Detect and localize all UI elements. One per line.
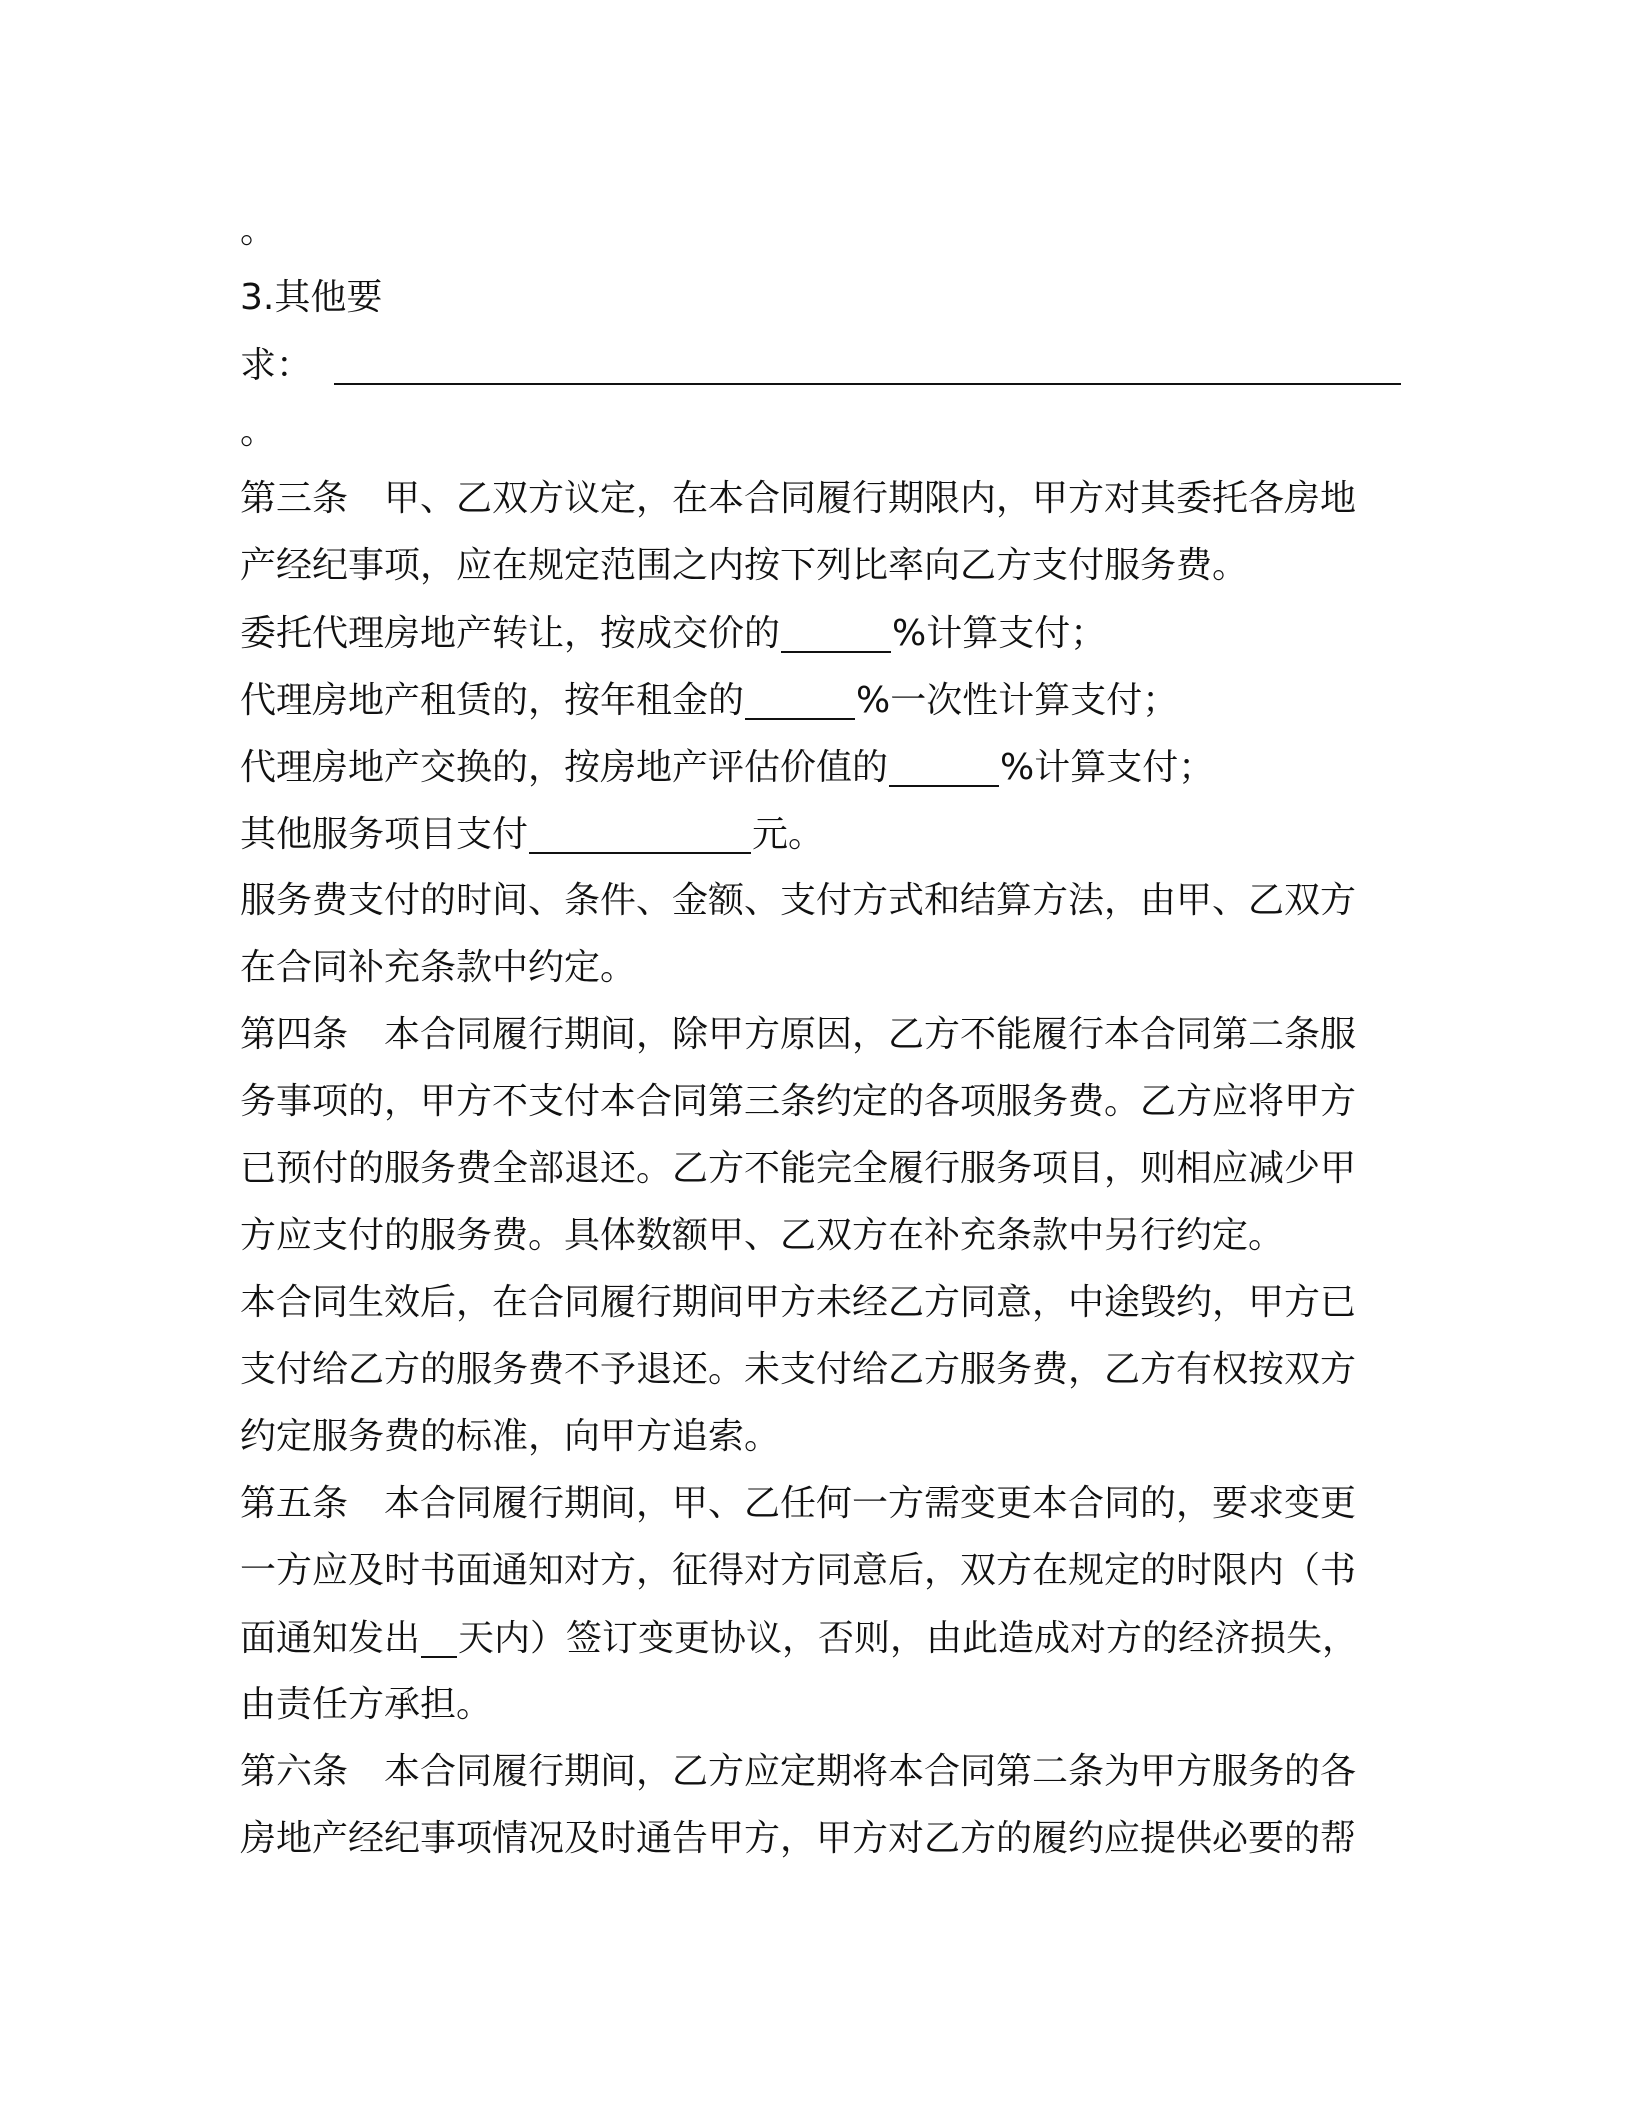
article-3-line [240,465,1385,532]
line-text: 天内）签订变更协议，否则，由此造成对方的经济损失， [458,1618,1359,1659]
fill-in-blank-other-fee[interactable] [529,808,751,854]
article-5-line [240,1470,1385,1537]
text-line [240,599,1385,666]
text-line [240,197,1385,264]
text-line [240,1068,1385,1135]
line-text: 在合同补充条款中约定。 [240,947,637,988]
line-text: 第三条 甲、乙双方议定，在本合同履行期限内，甲方对其委托各房地 [240,478,1357,519]
line-text: 方应支付的服务费。具体数额甲、乙双方在补充条款中另行约定。 [240,1215,1285,1256]
text-line [240,666,1385,733]
line-text: 约定服务费的标准，向甲方追索。 [240,1416,781,1457]
line-text: 服务费支付的时间、条件、金额、支付方式和结算方法，由甲、乙双方 [240,880,1357,921]
line-text: 。 [240,411,277,452]
line-text: 由责任方承担。 [240,1684,493,1725]
fill-in-blank-exchange-rate[interactable] [889,741,999,787]
fill-in-blank-notice-days[interactable] [421,1612,457,1658]
fill-in-blank-lease-rate[interactable] [745,674,855,720]
text-line [240,1403,1385,1470]
line-text: 支付给乙方的服务费不予退还。未支付给乙方服务费，乙方有权按双方 [240,1349,1357,1390]
line-text: 一方应及时书面通知对方，征得对方同意后，双方在规定的时限内（书 [240,1550,1357,1591]
text-line [240,1805,1385,1872]
line-text: 代理房地产交换的，按房地产评估价值的 [240,747,889,788]
text-line [240,398,1385,465]
text-line [240,800,1385,867]
line-text: 。 [240,210,277,251]
line-text: 已预付的服务费全部退还。乙方不能完全履行服务项目，则相应减少甲 [240,1148,1357,1189]
item-3-heading: 3.其他要 [240,277,383,318]
document-body [240,197,1385,1872]
text-line [240,1671,1385,1738]
line-text: 产经纪事项，应在规定范围之内按下列比率向乙方支付服务费。 [240,545,1249,586]
line-text: 其他服务项目支付 [240,814,529,855]
text-line [240,733,1385,800]
line-text: 房地产经纪事项情况及时通告甲方，甲方对乙方的履约应提供必要的帮 [240,1818,1357,1859]
text-line [240,1202,1385,1269]
fill-in-blank-other-requirements[interactable] [334,339,1401,385]
line-text: %一次性计算支付； [856,680,1179,721]
text-line [240,1135,1385,1202]
text-line [240,264,1385,331]
text-line [240,1537,1385,1604]
line-text: %计算支付； [892,613,1107,654]
line-text: 第四条 本合同履行期间，除甲方原因，乙方不能履行本合同第二条服 [240,1014,1357,1055]
article-6-line [240,1738,1385,1805]
text-line [240,867,1385,934]
text-line [240,331,1385,398]
line-text: 元。 [752,814,825,855]
text-line [240,934,1385,1001]
line-text: 本合同生效后，在合同履行期间甲方未经乙方同意，中途毁约，甲方已 [240,1282,1357,1323]
line-text: 求： [240,345,313,386]
line-text: 面通知发出 [240,1618,421,1659]
line-text: 委托代理房地产转让，按成交价的 [240,613,781,654]
line-text: 第五条 本合同履行期间，甲、乙任何一方需变更本合同的，要求变更 [240,1483,1357,1524]
line-text: 第六条 本合同履行期间，乙方应定期将本合同第二条为甲方服务的各 [240,1751,1357,1792]
line-text: %计算支付； [1000,747,1215,788]
text-line [240,1269,1385,1336]
text-line [240,532,1385,599]
line-text: 务事项的，甲方不支付本合同第三条约定的各项服务费。乙方应将甲方 [240,1081,1357,1122]
article-4-line [240,1001,1385,1068]
line-text: 代理房地产租赁的，按年租金的 [240,680,745,721]
fill-in-blank-transfer-rate[interactable] [781,607,891,653]
text-line [240,1336,1385,1403]
text-line [240,1604,1385,1671]
